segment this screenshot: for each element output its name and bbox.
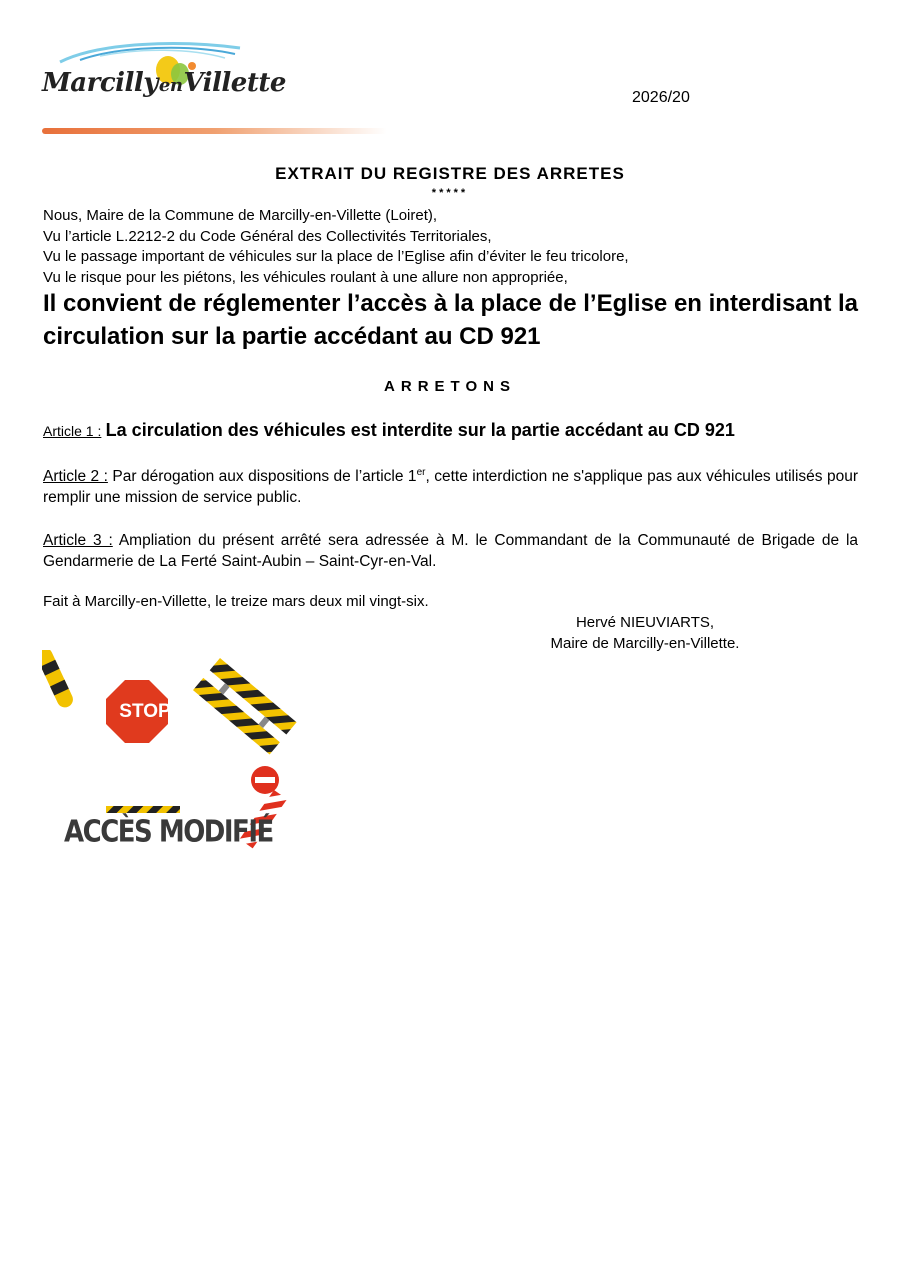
- ordinal-superscript: er: [416, 466, 426, 478]
- article-text: Ampliation du présent arrêté sera adressée à M. le Commandant de la Communauté de Brigade de la Gendarmerie de La Ferté Saint-Aubin – Saint-Cyr-en-Val.: [43, 532, 859, 570]
- article-label: Article 3 :: [43, 532, 113, 549]
- bollard-icon: [42, 650, 76, 710]
- preamble-line: Vu le passage important de véhicules sur la place de l’Eglise afin d’éviter le feu tricolore,: [43, 248, 629, 265]
- logo-wordmark: MarcillyenVillette: [42, 68, 286, 98]
- document-title: EXTRAIT DU REGISTRE DES ARRETES: [275, 164, 625, 183]
- commune-logo: [40, 40, 286, 115]
- article-label: Article 2 :: [43, 468, 108, 485]
- place-date: Fait à Marcilly-en-Villette, le treize mars deux mil vingt-six.: [43, 593, 429, 610]
- article-2: [43, 466, 858, 508]
- headline: Il convient de réglementer l’accès à la place de l’Eglise en interdisant la circulation sur la partie accédant au CD 921: [43, 290, 858, 350]
- preamble-line: Vu l’article L.2212-2 du Code Général des Collectivités Territoriales,: [43, 227, 492, 245]
- signatory-name: Hervé NIEUVIARTS,: [575, 614, 715, 631]
- stop-sign-label: STOP: [119, 701, 171, 722]
- preamble-line: Nous, Maire de la Commune de Marcilly-en-Villette (Loiret),: [43, 207, 438, 224]
- preamble-line: Vu le risque pour les piétons, les véhicules roulant à une allure non appropriée,: [43, 268, 568, 286]
- title-stars: *****: [431, 187, 469, 199]
- article-1: [43, 420, 858, 442]
- article-3: [43, 530, 858, 572]
- signatory-role: Maire de Marcilly-en-Villette.: [550, 635, 740, 652]
- arretons-heading: ARRETONS: [384, 378, 516, 395]
- article-text: La circulation des véhicules est interdite sur la partie accédant au CD 921: [105, 420, 735, 440]
- acces-modifie-label: ACCÈS MODIFIÉ: [64, 815, 273, 850]
- article-text: Par dérogation aux dispositions de l’article 1: [112, 468, 417, 485]
- stripe-bar-icon: [106, 806, 180, 813]
- preamble: [43, 206, 863, 288]
- signature-block: [500, 612, 790, 654]
- article-text-continued: , cette interdiction ne s'applique pas aux véhicules utilisés pour remplir une mission de service public.: [43, 468, 858, 506]
- reference-number: 2026/20: [632, 89, 690, 106]
- article-label: Article 1 :: [43, 423, 102, 439]
- header-rule: [42, 128, 387, 134]
- striped-barrier-icon: [193, 658, 297, 754]
